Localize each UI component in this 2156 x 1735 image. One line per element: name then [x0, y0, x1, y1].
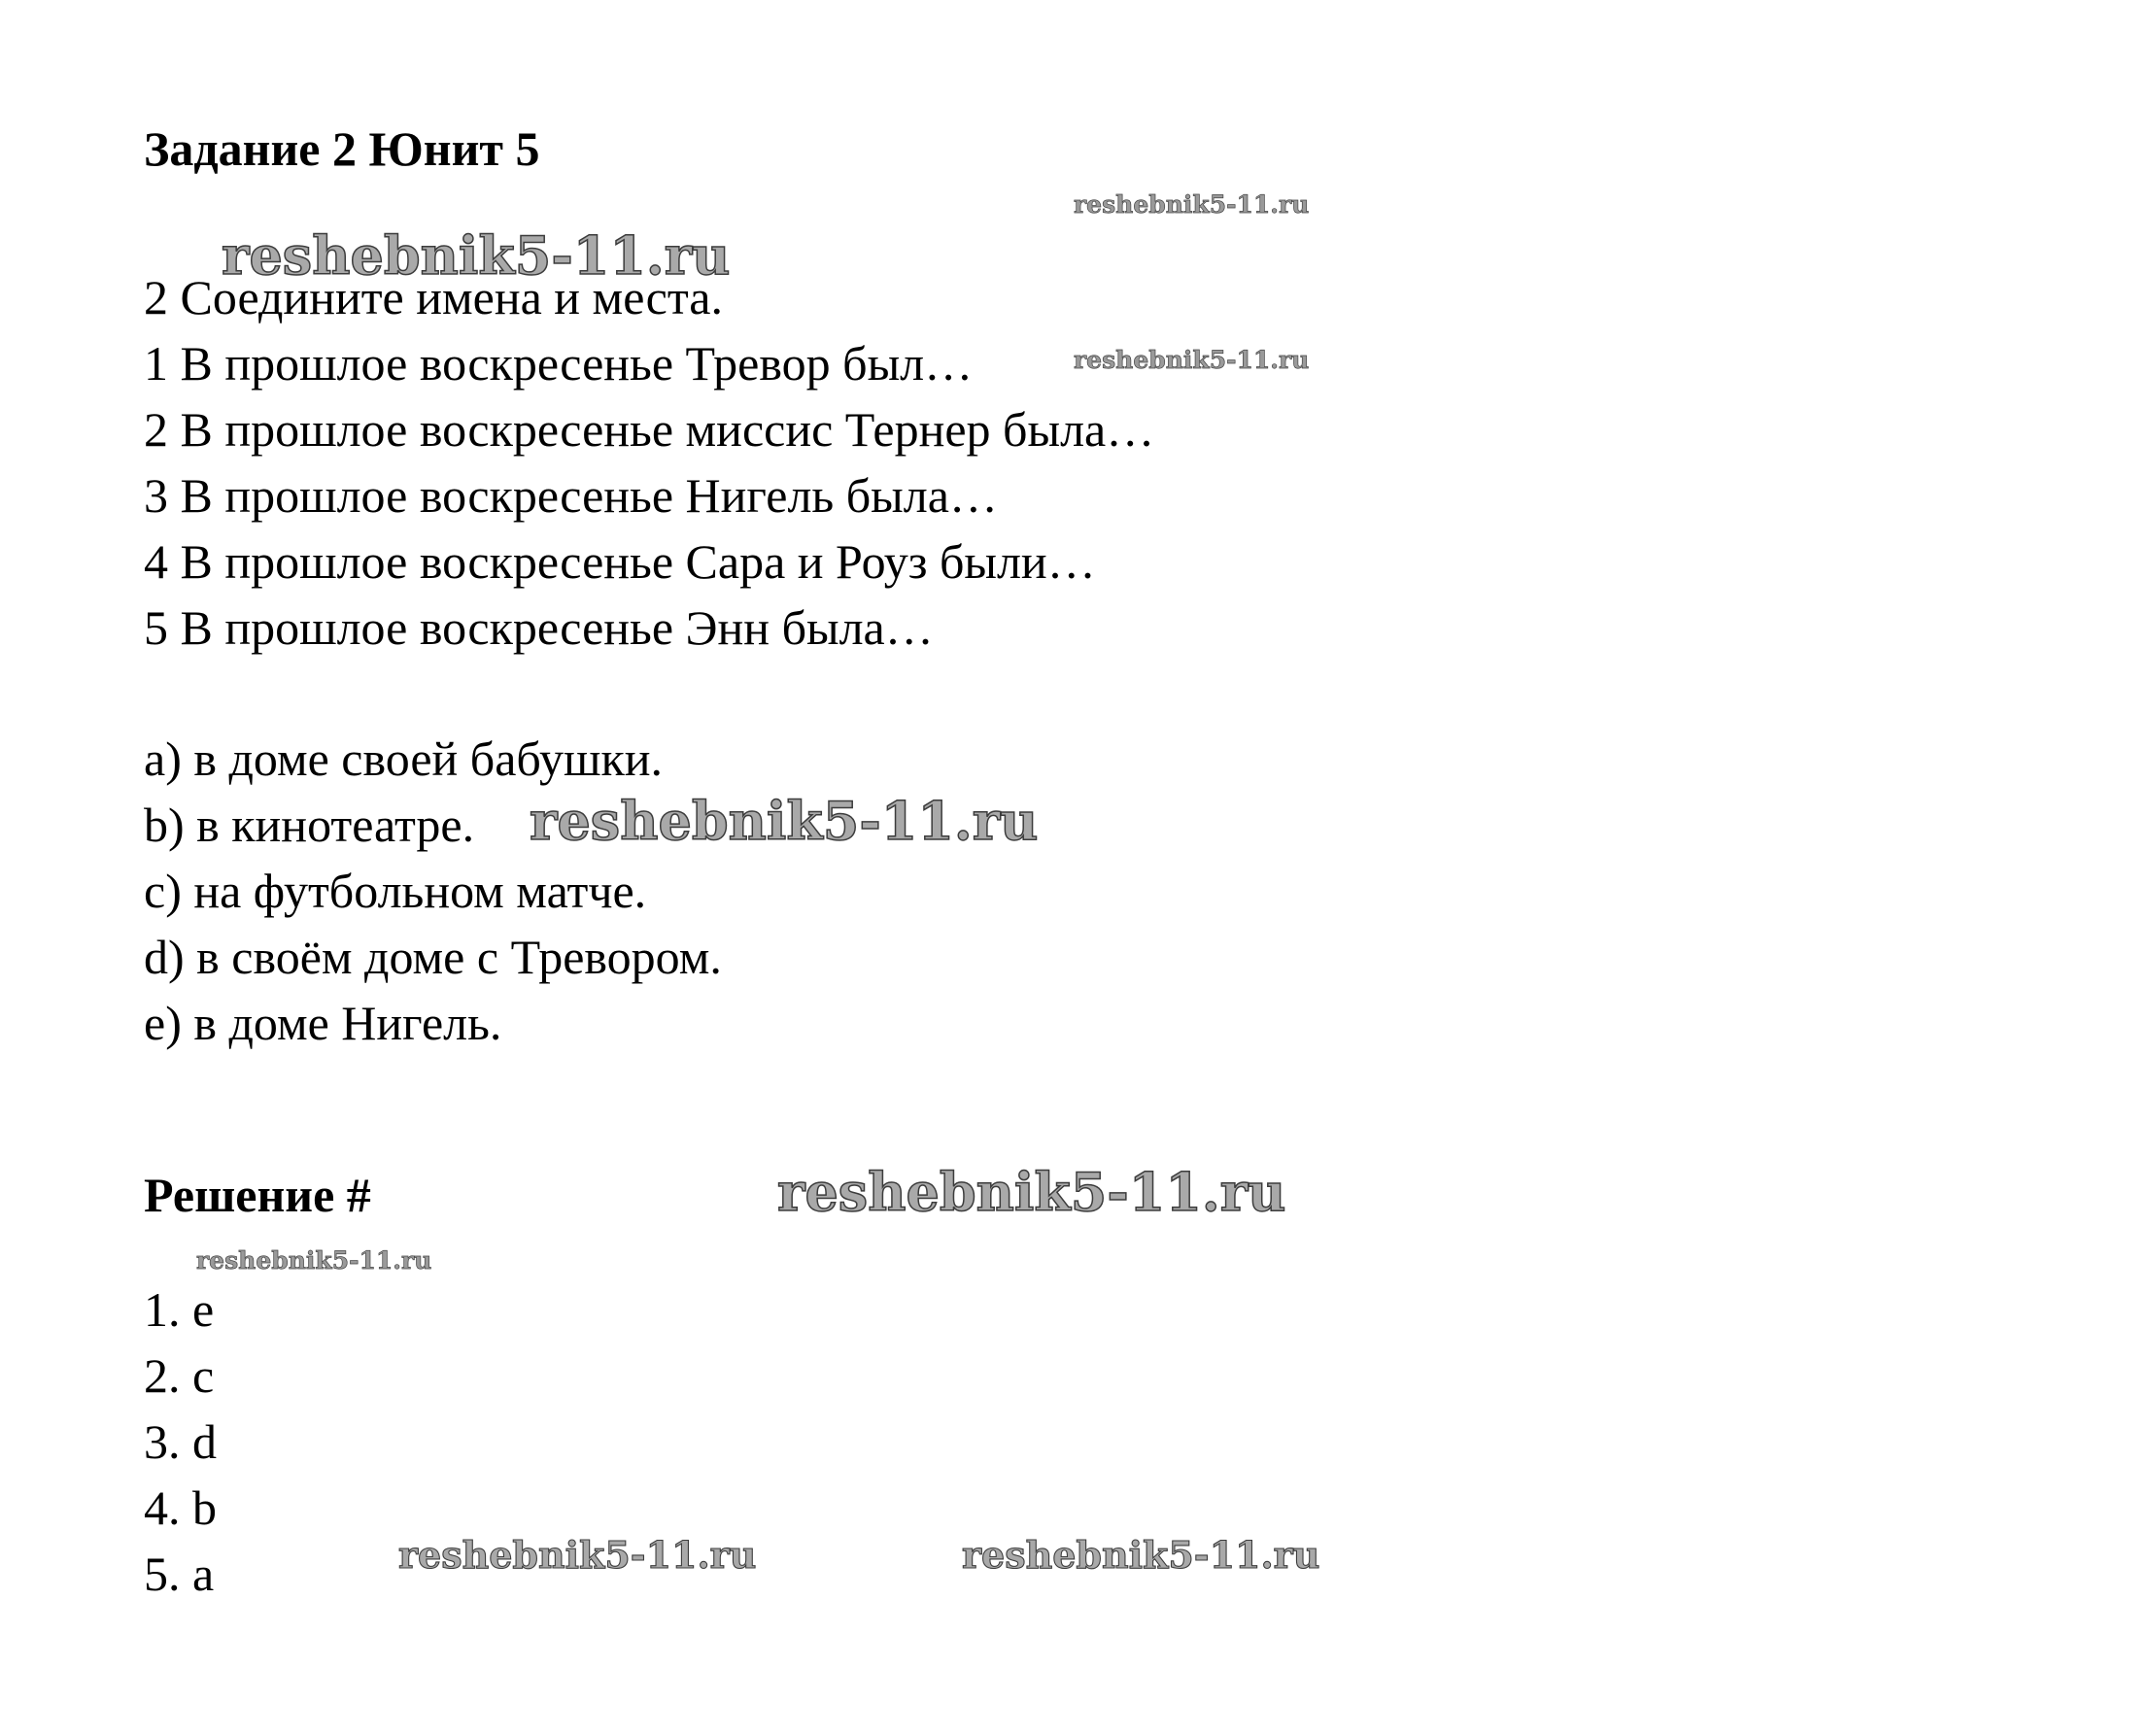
- answer-item: 5. a: [144, 1547, 215, 1601]
- watermark: reshebnik5-11.ru: [1074, 190, 1310, 219]
- watermark: reshebnik5-11.ru: [777, 1161, 1286, 1223]
- option-item: e) в доме Нигель.: [144, 996, 502, 1050]
- options-block: [144, 726, 722, 1056]
- answer-item: 2. c: [144, 1348, 215, 1403]
- task-instruction: 2 Соедините имена и места.: [144, 270, 723, 324]
- option-item: c) на футбольном матче.: [144, 864, 647, 918]
- answer-item: 4. b: [144, 1480, 217, 1535]
- watermark: reshebnik5-11.ru: [222, 224, 731, 287]
- solution-title: Решение #: [144, 1168, 371, 1222]
- answer-item: 1. e: [144, 1282, 215, 1337]
- task-item: 4 В прошлое воскресенье Сара и Роуз были…: [144, 534, 1096, 589]
- answer-item: 3. d: [144, 1414, 217, 1469]
- task-item: 2 В прошлое воскресенье миссис Тернер была…: [144, 402, 1155, 457]
- task-block: [144, 264, 1154, 661]
- task-item: 5 В прошлое воскресенье Энн была…: [144, 600, 934, 655]
- watermark: reshebnik5-11.ru: [530, 790, 1039, 852]
- task-item: 1 В прошлое воскресенье Тревор был…: [144, 336, 974, 391]
- watermark: reshebnik5-11.ru: [962, 1533, 1320, 1577]
- option-item: d) в своём доме с Тревором.: [144, 930, 722, 984]
- watermark: reshebnik5-11.ru: [398, 1533, 757, 1577]
- option-item: b) в кинотеатре.: [144, 798, 475, 852]
- page-title: Задание 2 Юнит 5: [144, 121, 540, 176]
- watermark: reshebnik5-11.ru: [1074, 346, 1310, 374]
- task-item: 3 В прошлое воскресенье Нигель была…: [144, 468, 998, 523]
- option-item: a) в доме своей бабушки.: [144, 731, 664, 786]
- answers-block: [144, 1276, 217, 1607]
- watermark: reshebnik5-11.ru: [196, 1246, 432, 1275]
